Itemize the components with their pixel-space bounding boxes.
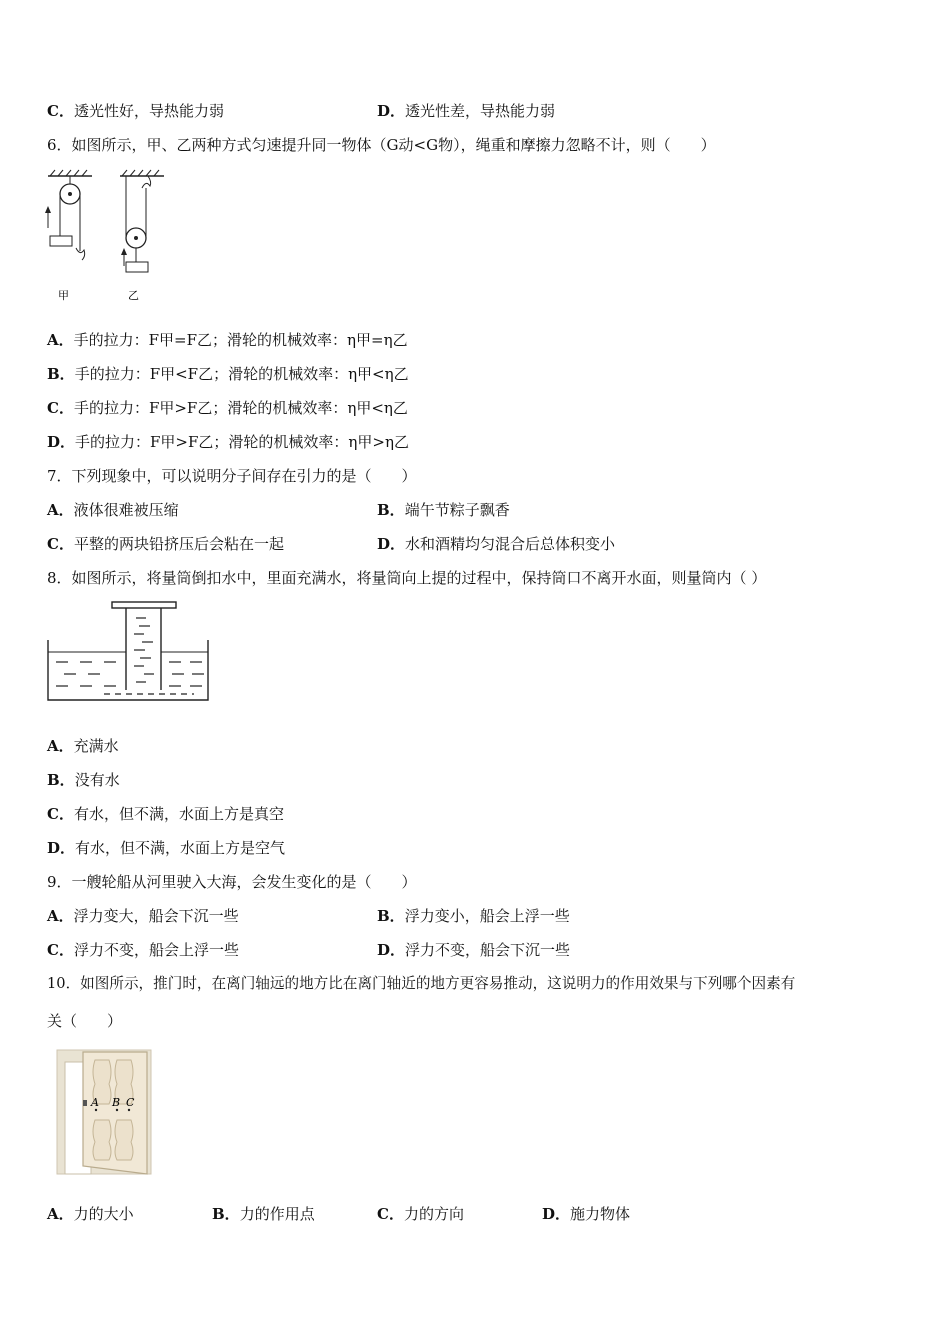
- q7-option-c: C．平整的两块铅挤压后会粘在一起: [47, 535, 284, 553]
- q7-option-a: A．液体很难被压缩: [47, 501, 179, 519]
- q6-option-d: D．手的拉力：F甲>F乙；滑轮的机械效率：η甲>η乙: [47, 433, 409, 451]
- q7-option-b: B．端午节粽子飘香: [377, 501, 510, 519]
- q8-option-d: D．有水，但不满，水面上方是空气: [47, 839, 286, 857]
- q8-stem: 8．如图所示，将量筒倒扣水中，里面充满水，将量筒向上提的过程中，保持筒口不离开水面，则量筒内（ ）: [47, 569, 767, 587]
- q10-option-d: D．施力物体: [542, 1205, 631, 1223]
- q10-option-c: C．力的方向: [377, 1205, 464, 1223]
- q6-label-yi: 乙: [128, 289, 139, 302]
- q10-stem-line2: 关（ ）: [47, 1012, 123, 1030]
- q9-option-c: C．浮力不变，船会上浮一些: [47, 941, 239, 959]
- q10-option-b: B．力的作用点: [212, 1205, 315, 1223]
- q8-option-b: B．没有水: [47, 771, 120, 789]
- q6-option-c: C．手的拉力：F甲>F乙；滑轮的机械效率：η甲<η乙: [47, 399, 408, 417]
- q5-option-c: C．透光性好，导热能力弱: [47, 102, 224, 120]
- q8-option-a: A．充满水: [47, 737, 119, 755]
- q10-label-b: B: [112, 1096, 121, 1109]
- q7-stem: 7．下列现象中，可以说明分子间存在引力的是（ ）: [47, 467, 417, 485]
- q10-door-figure: [55, 1048, 153, 1178]
- q10-option-a: A．力的大小: [47, 1205, 134, 1223]
- q10-stem-line1: 10．如图所示，推门时，在离门轴远的地方比在离门轴近的地方更容易推动，这说明力的作用效果与下列哪个因素有: [47, 975, 796, 992]
- q6-option-a: A．手的拉力：F甲=F乙；滑轮的机械效率：η甲=η乙: [47, 331, 408, 349]
- q10-label-a: A: [91, 1096, 99, 1109]
- q6-pulley-figure: [40, 166, 180, 306]
- q7-option-d: D．水和酒精均匀混合后总体积变小: [377, 535, 616, 553]
- q6-stem: 6．如图所示，甲、乙两种方式匀速提升同一物体（G动<G物），绳重和摩擦力忽略不计，则（ ）: [47, 136, 716, 154]
- q6-option-b: B．手的拉力：F甲<F乙；滑轮的机械效率：η甲<η乙: [47, 365, 409, 383]
- q9-option-d: D．浮力不变，船会下沉一些: [377, 941, 571, 959]
- q8-cylinder-figure: [44, 600, 214, 708]
- q9-option-a: A．浮力变大，船会下沉一些: [47, 907, 239, 925]
- q5-option-d: D．透光性差，导热能力弱: [377, 102, 556, 120]
- q8-option-c: C．有水，但不满，水面上方是真空: [47, 805, 284, 823]
- q9-option-b: B．浮力变小，船会上浮一些: [377, 907, 570, 925]
- q9-stem: 9．一艘轮船从河里驶入大海，会发生变化的是（ ）: [47, 873, 417, 891]
- q10-label-c: C: [126, 1096, 135, 1109]
- q6-label-jia: 甲: [58, 289, 69, 302]
